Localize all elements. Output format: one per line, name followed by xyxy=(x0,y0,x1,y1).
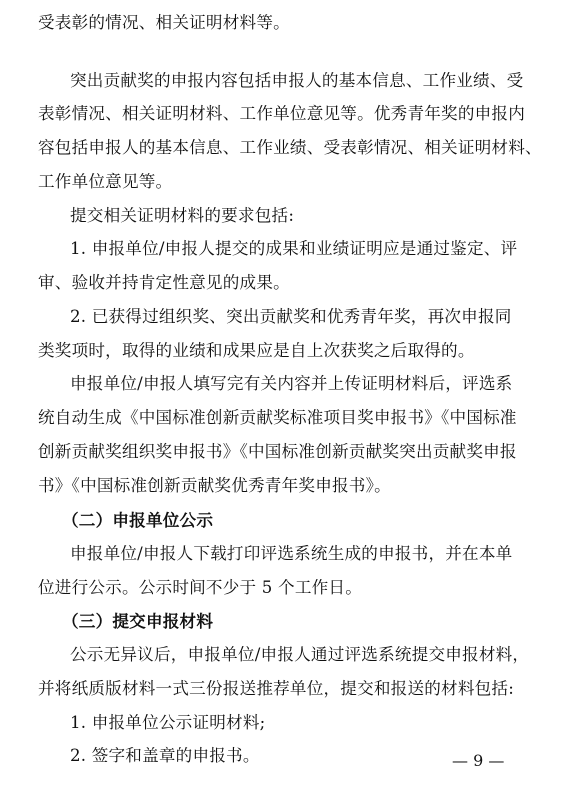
section-heading: （二）申报单位公示 xyxy=(62,510,214,530)
text-line: 类奖项时，取得的业绩和成果应是自上次获奖之后取得的。 xyxy=(38,341,475,360)
text-line: 并将纸质版材料一式三份报送推荐单位，提交和报送的材料包括: xyxy=(38,679,515,698)
text-line: 位进行公示。公示时间不少于 5 个工作日。 xyxy=(38,578,362,597)
text-line: 申报单位/申报人填写完有关内容并上传证明材料后，评选系 xyxy=(70,374,513,393)
text-line: 统自动生成《中国标准创新贡献奖标准项目奖申报书》《中国标准 xyxy=(38,408,517,427)
page-number: — 9 — xyxy=(452,751,505,770)
list-item: 1. 申报单位公示证明材料; xyxy=(70,713,266,732)
text-line: 审、验收并持肯定性意见的成果。 xyxy=(38,273,290,292)
text-line: 受表彰的情况、相关证明材料等。 xyxy=(38,13,290,32)
text-line: 工作单位意见等。 xyxy=(38,172,173,191)
text-line: 表彰情况、相关证明材料、工作单位意见等。优秀青年奖的申报内 xyxy=(38,104,526,123)
text-line: 容包括申报人的基本信息、工作业绩、受表彰情况、相关证明材料、 xyxy=(38,138,542,157)
text-line: 书》《中国标准创新贡献奖优秀青年奖申报书》。 xyxy=(38,476,391,495)
text-line: 2. 已获得过组织奖、突出贡献奖和优秀青年奖，再次申报同 xyxy=(70,307,512,326)
text-line: 提交相关证明材料的要求包括: xyxy=(70,206,295,225)
text-line: 1. 申报单位/申报人提交的成果和业绩证明应是通过鉴定、评 xyxy=(70,239,518,258)
section-heading: （三）提交申报材料 xyxy=(62,611,214,631)
list-item: 2. 签字和盖章的申报书。 xyxy=(70,746,260,765)
text-line: 申报单位/申报人下载打印评选系统生成的申报书，并在本单 xyxy=(70,544,513,563)
text-line: 公示无异议后，申报单位/申报人通过评选系统提交申报材料， xyxy=(70,645,530,664)
text-line: 创新贡献奖组织奖申报书》《中国标准创新贡献奖突出贡献奖申报 xyxy=(38,442,517,461)
text-line: 突出贡献奖的申报内容包括申报人的基本信息、工作业绩、受 xyxy=(70,71,524,90)
